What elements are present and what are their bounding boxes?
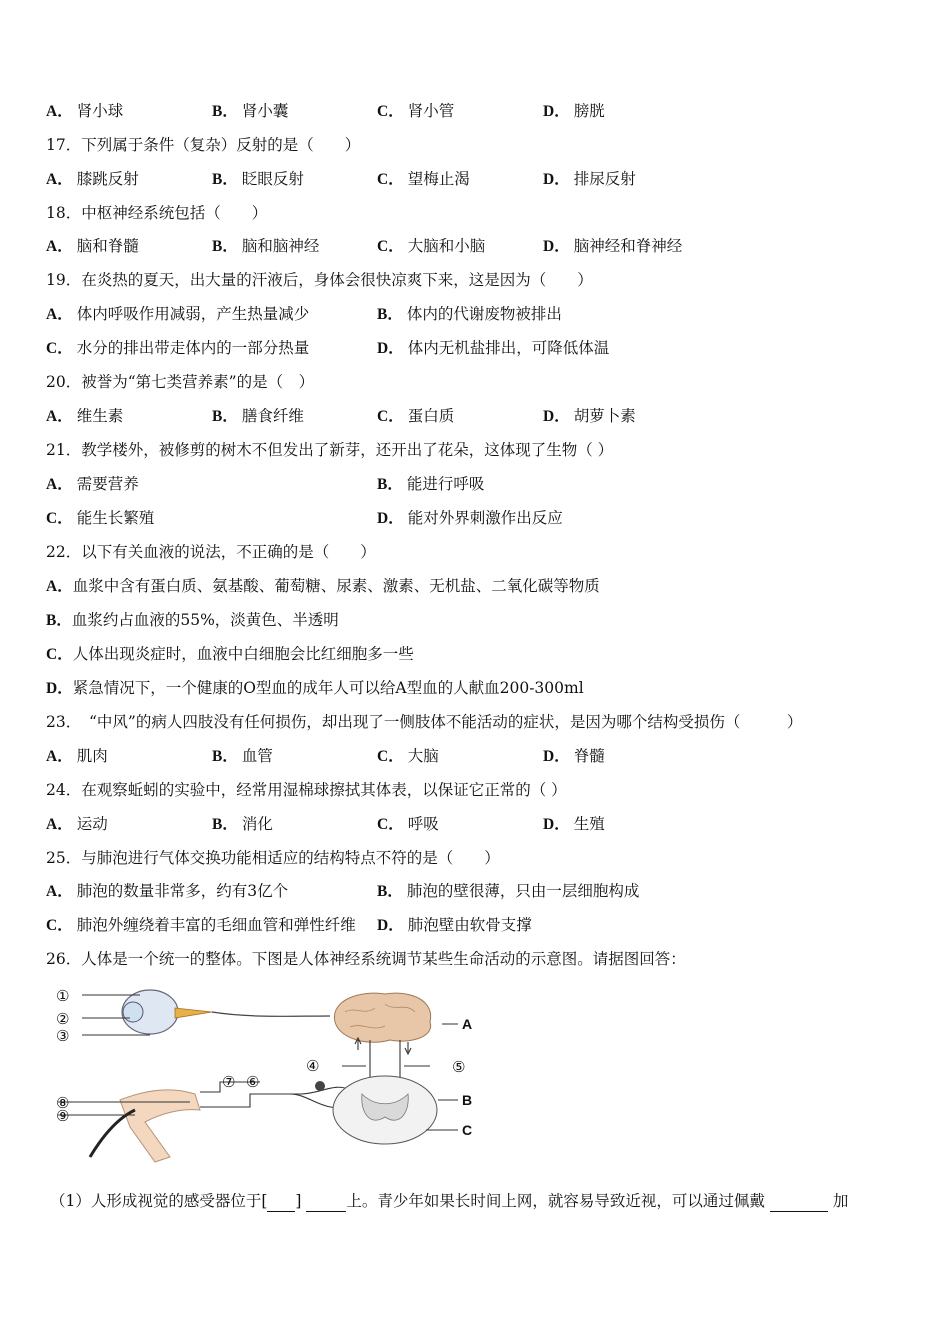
label-7: ⑦ — [222, 1073, 236, 1091]
q20-option-d[interactable]: D． 胡萝卜素 — [543, 407, 636, 425]
q19-option-a[interactable]: A． 体内呼吸作用减弱，产生热量减少 — [46, 305, 310, 323]
q21-option-b[interactable]: B． 能进行呼吸 — [377, 475, 485, 493]
q17-stem: 17．下列属于条件（复杂）反射的是（ ） — [46, 136, 361, 154]
q22-option-d[interactable]: D．紧急情况下，一个健康的O型血的成年人可以给A型血的人献血200-300ml — [46, 679, 584, 697]
spinal-cord-illustration — [315, 1076, 458, 1144]
q25-option-b[interactable]: B． 肺泡的壁很薄，只由一层细胞构成 — [377, 882, 640, 900]
q26-answer-blank-1[interactable] — [267, 1191, 295, 1212]
label-9: ⑨ — [56, 1107, 70, 1125]
q22-option-a[interactable]: A．血浆中含有蛋白质、氨基酸、葡萄糖、尿素、激素、无机盐、二氧化碳等物质 — [46, 577, 600, 595]
label-4: ④ — [306, 1057, 320, 1075]
eye-illustration — [122, 990, 330, 1034]
q23-option-d[interactable]: D． 脊髓 — [543, 747, 605, 765]
q23-option-c[interactable]: C． 大脑 — [377, 747, 439, 765]
label-6: ⑥ — [246, 1073, 260, 1091]
q19-stem: 19．在炎热的夏天，出大量的汗液后，身体会很快凉爽下来，这是因为（ ） — [46, 271, 593, 289]
q19-option-c[interactable]: C． 水分的排出带走体内的一部分热量 — [46, 339, 310, 357]
q18-option-d[interactable]: D． 脑神经和脊神经 — [543, 237, 683, 255]
q23-stem: 23． “中风”的病人四肢没有任何损伤，却出现了一侧肢体不能活动的症状，是因为哪个结构受损伤（ ） — [46, 713, 803, 731]
leg-illustration — [58, 1090, 200, 1162]
q20-option-a[interactable]: A． 维生素 — [46, 407, 124, 425]
q16-option-a[interactable]: A． 肾小球 — [46, 102, 124, 120]
q26-answer-blank-2[interactable] — [306, 1191, 346, 1212]
label-b: B — [462, 1092, 473, 1108]
q26-sub1 — [50, 1191, 848, 1212]
nervous-system-svg — [50, 982, 490, 1172]
q26-stem: 26．人体是一个统一的整体。下图是人体神经系统调节某些生命活动的示意图。请据图回答： — [46, 950, 686, 968]
q22-option-b[interactable]: B．血浆约占血液的55%，淡黄色、半透明 — [46, 611, 339, 629]
q24-option-a[interactable]: A． 运动 — [46, 815, 108, 833]
q26-sub1-text-1: （1）人形成视觉的感受器位于[ — [50, 1192, 268, 1210]
nervous-system-diagram — [50, 982, 490, 1172]
q21-option-c[interactable]: C． 能生长繁殖 — [46, 509, 155, 527]
q21-option-a[interactable]: A． 需要营养 — [46, 475, 139, 493]
q24-option-d[interactable]: D． 生殖 — [543, 815, 605, 833]
q21-stem: 21．教学楼外，被修剪的树木不但发出了新芽，还开出了花朵，这体现了生物（ ） — [46, 441, 614, 459]
q25-stem: 25．与肺泡进行气体交换功能相适应的结构特点不符的是（ ） — [46, 849, 500, 867]
q18-option-c[interactable]: C． 大脑和小脑 — [377, 237, 486, 255]
q24-option-c[interactable]: C． 呼吸 — [377, 815, 439, 833]
q24-option-b[interactable]: B． 消化 — [212, 815, 273, 833]
q23-option-b[interactable]: B． 血管 — [212, 747, 273, 765]
label-8: ⑧ — [56, 1094, 70, 1112]
label-c: C — [462, 1122, 473, 1138]
q19-option-d[interactable]: D． 体内无机盐排出，可降低体温 — [377, 339, 610, 357]
q17-option-d[interactable]: D． 排尿反射 — [543, 170, 636, 188]
q18-option-a[interactable]: A． 脑和脊髓 — [46, 237, 139, 255]
label-3: ③ — [56, 1027, 70, 1045]
q18-stem: 18．中枢神经系统包括（ ） — [46, 204, 268, 222]
q18-option-b[interactable]: B． 脑和脑神经 — [212, 237, 320, 255]
q16-option-b[interactable]: B． 肾小囊 — [212, 102, 289, 120]
q17-option-a[interactable]: A． 膝跳反射 — [46, 170, 139, 188]
label-5: ⑤ — [452, 1058, 466, 1076]
q24-stem: 24．在观察蚯蚓的实验中，经常用湿棉球擦拭其体表，以保证它正常的（ ） — [46, 781, 567, 799]
brain-illustration — [334, 993, 458, 1042]
q21-option-d[interactable]: D． 能对外界刺激作出反应 — [377, 509, 563, 527]
q20-option-b[interactable]: B． 膳食纤维 — [212, 407, 304, 425]
q19-option-b[interactable]: B． 体内的代谢废物被排出 — [377, 305, 562, 323]
q23-option-a[interactable]: A． 肌肉 — [46, 747, 108, 765]
q25-option-c[interactable]: C． 肺泡外缠绕着丰富的毛细血管和弹性纤维 — [46, 916, 356, 934]
q17-option-c[interactable]: C． 望梅止渴 — [377, 170, 470, 188]
q26-sub1-text-4: 加 — [832, 1192, 849, 1210]
q26-answer-blank-3[interactable] — [770, 1191, 828, 1212]
q22-option-c[interactable]: C．人体出现炎症时，血液中白细胞会比红细胞多一些 — [46, 645, 414, 663]
q17-option-b[interactable]: B． 眨眼反射 — [212, 170, 304, 188]
q22-stem: 22．以下有关血液的说法，不正确的是（ ） — [46, 543, 376, 561]
q25-option-a[interactable]: A． 肺泡的数量非常多，约有3亿个 — [46, 882, 289, 900]
q20-option-c[interactable]: C． 蛋白质 — [377, 407, 455, 425]
q16-option-c[interactable]: C． 肾小管 — [377, 102, 455, 120]
q25-option-d[interactable]: D． 肺泡壁由软骨支撑 — [377, 916, 532, 934]
label-a: A — [462, 1016, 473, 1032]
label-2: ② — [56, 1010, 70, 1028]
q20-stem: 20．被誉为“第七类营养素”的是（ ） — [46, 373, 315, 391]
q26-sub1-text-3: 上。青少年如果长时间上网，就容易导致近视，可以通过佩戴 — [346, 1192, 765, 1210]
q16-option-d[interactable]: D． 膀胱 — [543, 102, 605, 120]
label-1: ① — [56, 987, 70, 1005]
q26-sub1-text-2: ] — [295, 1192, 302, 1210]
